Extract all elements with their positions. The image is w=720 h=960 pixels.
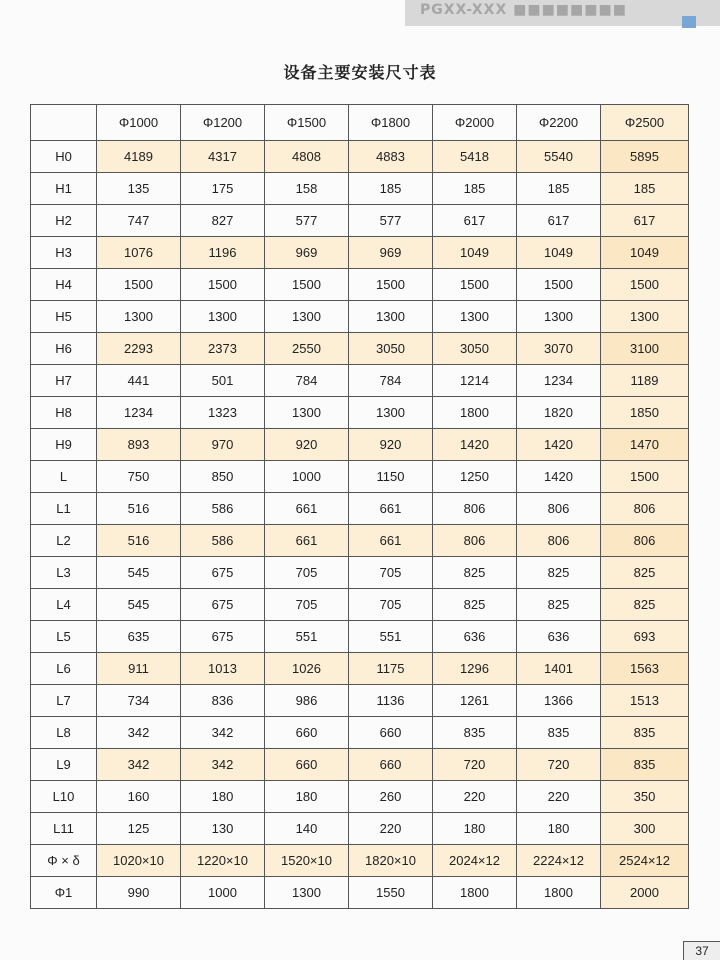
table-cell: 1300: [97, 301, 181, 333]
row-label: H8: [31, 397, 97, 429]
table-cell: 635: [97, 621, 181, 653]
table-cell: 825: [601, 557, 689, 589]
table-cell: 1049: [433, 237, 517, 269]
column-header: Φ2500: [601, 105, 689, 141]
table-cell: 1150: [349, 461, 433, 493]
table-cell: 1800: [433, 877, 517, 909]
table-row: [31, 461, 689, 493]
table-cell: 1850: [601, 397, 689, 429]
table-cell: 4189: [97, 141, 181, 173]
table-cell: 705: [349, 589, 433, 621]
header-corner-cell: [31, 105, 97, 141]
table-cell: 661: [349, 493, 433, 525]
column-header: Φ2000: [433, 105, 517, 141]
row-label: H2: [31, 205, 97, 237]
table-cell: 3070: [517, 333, 601, 365]
row-label: L10: [31, 781, 97, 813]
table-row: [31, 173, 689, 205]
table-cell: 140: [265, 813, 349, 845]
table-cell: 835: [601, 717, 689, 749]
table-cell: 158: [265, 173, 349, 205]
table-cell: 1401: [517, 653, 601, 685]
table-cell: 125: [97, 813, 181, 845]
row-label: L1: [31, 493, 97, 525]
table-cell: 180: [265, 781, 349, 813]
table-cell: 342: [97, 717, 181, 749]
table-cell: 990: [97, 877, 181, 909]
table-cell: 5895: [601, 141, 689, 173]
table-cell: 806: [433, 493, 517, 525]
table-cell: 350: [601, 781, 689, 813]
table-cell: 836: [181, 685, 265, 717]
table-cell: 130: [181, 813, 265, 845]
table-cell: 636: [517, 621, 601, 653]
table-cell: 2373: [181, 333, 265, 365]
table-cell: 720: [433, 749, 517, 781]
table-cell: 660: [265, 717, 349, 749]
dimension-table: [30, 104, 689, 909]
table-cell: 1420: [517, 429, 601, 461]
table-row: [31, 429, 689, 461]
header-accent-block: [682, 16, 696, 28]
table-cell: 825: [517, 589, 601, 621]
table-cell: 1513: [601, 685, 689, 717]
table-cell: 1300: [349, 301, 433, 333]
table-cell: 784: [349, 365, 433, 397]
table-cell: 2293: [97, 333, 181, 365]
row-label: L: [31, 461, 97, 493]
table-cell: 1800: [517, 877, 601, 909]
table-cell: 784: [265, 365, 349, 397]
table-cell: 920: [349, 429, 433, 461]
table-cell: 1820: [517, 397, 601, 429]
table-cell: 1470: [601, 429, 689, 461]
table-cell: 1500: [601, 269, 689, 301]
table-cell: 660: [349, 749, 433, 781]
table-cell: 1049: [517, 237, 601, 269]
table-cell: 220: [349, 813, 433, 845]
table-cell: 1820×10: [349, 845, 433, 877]
table-header-row: [31, 105, 689, 141]
table-cell: 1500: [265, 269, 349, 301]
table-row: [31, 365, 689, 397]
table-cell: 5418: [433, 141, 517, 173]
table-cell: 675: [181, 557, 265, 589]
table-cell: 1300: [601, 301, 689, 333]
table-cell: 260: [349, 781, 433, 813]
table-body: [31, 141, 689, 909]
table-cell: 835: [433, 717, 517, 749]
row-label: L7: [31, 685, 97, 717]
dimension-table-wrapper: [30, 104, 688, 909]
table-cell: 986: [265, 685, 349, 717]
row-label: L6: [31, 653, 97, 685]
column-header: Φ1800: [349, 105, 433, 141]
column-header: Φ1000: [97, 105, 181, 141]
table-cell: 180: [181, 781, 265, 813]
table-cell: 1300: [265, 301, 349, 333]
row-label: L4: [31, 589, 97, 621]
table-cell: 1500: [349, 269, 433, 301]
column-header: Φ1200: [181, 105, 265, 141]
row-label: L8: [31, 717, 97, 749]
table-cell: 825: [601, 589, 689, 621]
row-label: L5: [31, 621, 97, 653]
table-cell: 1500: [181, 269, 265, 301]
table-cell: 693: [601, 621, 689, 653]
table-cell: 185: [433, 173, 517, 205]
row-label: Φ1: [31, 877, 97, 909]
page-number: 37: [683, 941, 720, 960]
table-cell: 135: [97, 173, 181, 205]
table-cell: 806: [601, 525, 689, 557]
table-cell: 1020×10: [97, 845, 181, 877]
table-cell: 185: [349, 173, 433, 205]
table-cell: 5540: [517, 141, 601, 173]
table-row: [31, 621, 689, 653]
table-cell: 660: [265, 749, 349, 781]
table-cell: 577: [349, 205, 433, 237]
table-row: [31, 781, 689, 813]
table-cell: 1323: [181, 397, 265, 429]
table-cell: 660: [349, 717, 433, 749]
table-row: [31, 397, 689, 429]
table-cell: 586: [181, 493, 265, 525]
table-cell: 661: [349, 525, 433, 557]
table-cell: 1000: [265, 461, 349, 493]
header-text: PGXX-XXX ■■■■■■■■: [420, 2, 627, 18]
table-cell: 3100: [601, 333, 689, 365]
table-cell: 2024×12: [433, 845, 517, 877]
table-cell: 2224×12: [517, 845, 601, 877]
table-cell: 969: [265, 237, 349, 269]
table-cell: 185: [517, 173, 601, 205]
table-cell: 825: [433, 589, 517, 621]
table-cell: 441: [97, 365, 181, 397]
table-cell: 1196: [181, 237, 265, 269]
table-cell: 551: [349, 621, 433, 653]
table-cell: 1500: [97, 269, 181, 301]
table-cell: 180: [433, 813, 517, 845]
table-cell: 2550: [265, 333, 349, 365]
table-cell: 675: [181, 589, 265, 621]
table-cell: 825: [517, 557, 601, 589]
table-cell: 1800: [433, 397, 517, 429]
row-label: L9: [31, 749, 97, 781]
table-cell: 1300: [265, 397, 349, 429]
column-header: Φ1500: [265, 105, 349, 141]
table-row: [31, 557, 689, 589]
table-row: [31, 845, 689, 877]
table-cell: 970: [181, 429, 265, 461]
table-cell: 1189: [601, 365, 689, 397]
table-cell: 734: [97, 685, 181, 717]
table-cell: 1261: [433, 685, 517, 717]
page-title: 设备主要安装尺寸表: [283, 63, 437, 82]
table-cell: 825: [433, 557, 517, 589]
table-cell: 1214: [433, 365, 517, 397]
table-cell: 2000: [601, 877, 689, 909]
table-cell: 1300: [517, 301, 601, 333]
table-cell: 806: [517, 525, 601, 557]
table-row: [31, 749, 689, 781]
row-label: H4: [31, 269, 97, 301]
table-cell: 806: [433, 525, 517, 557]
table-cell: 1300: [181, 301, 265, 333]
table-cell: 617: [517, 205, 601, 237]
table-cell: 516: [97, 525, 181, 557]
table-cell: 1300: [265, 877, 349, 909]
table-cell: 4317: [181, 141, 265, 173]
table-row: [31, 333, 689, 365]
table-cell: 636: [433, 621, 517, 653]
table-cell: 1300: [349, 397, 433, 429]
row-label: H3: [31, 237, 97, 269]
table-cell: 1049: [601, 237, 689, 269]
table-cell: 545: [97, 589, 181, 621]
table-cell: 220: [433, 781, 517, 813]
table-cell: 911: [97, 653, 181, 685]
table-row: [31, 205, 689, 237]
table-cell: 1234: [517, 365, 601, 397]
row-label: H5: [31, 301, 97, 333]
table-row: [31, 685, 689, 717]
table-cell: 300: [601, 813, 689, 845]
row-label: L3: [31, 557, 97, 589]
table-cell: 920: [265, 429, 349, 461]
table-cell: 545: [97, 557, 181, 589]
table-cell: 4808: [265, 141, 349, 173]
row-label: H7: [31, 365, 97, 397]
table-cell: 1000: [181, 877, 265, 909]
table-cell: 1550: [349, 877, 433, 909]
table-row: [31, 493, 689, 525]
table-cell: 617: [601, 205, 689, 237]
table-cell: 4883: [349, 141, 433, 173]
table-cell: 342: [97, 749, 181, 781]
table-cell: 893: [97, 429, 181, 461]
table-cell: 1500: [601, 461, 689, 493]
column-header: Φ2200: [517, 105, 601, 141]
table-cell: 806: [517, 493, 601, 525]
table-cell: 617: [433, 205, 517, 237]
table-cell: 1175: [349, 653, 433, 685]
table-cell: 1563: [601, 653, 689, 685]
table-cell: 827: [181, 205, 265, 237]
table-cell: 750: [97, 461, 181, 493]
table-cell: 586: [181, 525, 265, 557]
table-row: [31, 237, 689, 269]
row-label: H0: [31, 141, 97, 173]
table-cell: 1013: [181, 653, 265, 685]
table-cell: 342: [181, 717, 265, 749]
row-label: Φ × δ: [31, 845, 97, 877]
table-row: [31, 653, 689, 685]
table-cell: 705: [349, 557, 433, 589]
table-cell: 577: [265, 205, 349, 237]
table-cell: 661: [265, 525, 349, 557]
table-cell: 175: [181, 173, 265, 205]
table-cell: 185: [601, 173, 689, 205]
row-label: L2: [31, 525, 97, 557]
row-label: H6: [31, 333, 97, 365]
table-cell: 3050: [349, 333, 433, 365]
table-row: [31, 589, 689, 621]
table-cell: 160: [97, 781, 181, 813]
table-cell: 1250: [433, 461, 517, 493]
row-label: H9: [31, 429, 97, 461]
row-label: L11: [31, 813, 97, 845]
table-cell: 2524×12: [601, 845, 689, 877]
table-cell: 835: [601, 749, 689, 781]
table-cell: 180: [517, 813, 601, 845]
table-cell: 1520×10: [265, 845, 349, 877]
table-cell: 835: [517, 717, 601, 749]
table-cell: 3050: [433, 333, 517, 365]
table-cell: 747: [97, 205, 181, 237]
table-cell: 1220×10: [181, 845, 265, 877]
table-cell: 342: [181, 749, 265, 781]
table-cell: 1296: [433, 653, 517, 685]
table-cell: 705: [265, 589, 349, 621]
table-cell: 516: [97, 493, 181, 525]
table-row: [31, 813, 689, 845]
table-row: [31, 141, 689, 173]
table-cell: 1420: [517, 461, 601, 493]
table-cell: 1500: [433, 269, 517, 301]
table-cell: 720: [517, 749, 601, 781]
table-row: [31, 269, 689, 301]
row-label: H1: [31, 173, 97, 205]
table-cell: 1300: [433, 301, 517, 333]
table-row: [31, 717, 689, 749]
table-row: [31, 301, 689, 333]
table-cell: 806: [601, 493, 689, 525]
table-cell: 501: [181, 365, 265, 397]
table-cell: 850: [181, 461, 265, 493]
table-cell: 661: [265, 493, 349, 525]
table-cell: 1076: [97, 237, 181, 269]
table-cell: 220: [517, 781, 601, 813]
table-cell: 675: [181, 621, 265, 653]
table-cell: 551: [265, 621, 349, 653]
table-row: [31, 525, 689, 557]
table-cell: 1234: [97, 397, 181, 429]
table-row: [31, 877, 689, 909]
table-cell: 1136: [349, 685, 433, 717]
table-cell: 1366: [517, 685, 601, 717]
table-cell: 705: [265, 557, 349, 589]
table-cell: 1500: [517, 269, 601, 301]
table-cell: 1026: [265, 653, 349, 685]
table-cell: 969: [349, 237, 433, 269]
table-cell: 1420: [433, 429, 517, 461]
